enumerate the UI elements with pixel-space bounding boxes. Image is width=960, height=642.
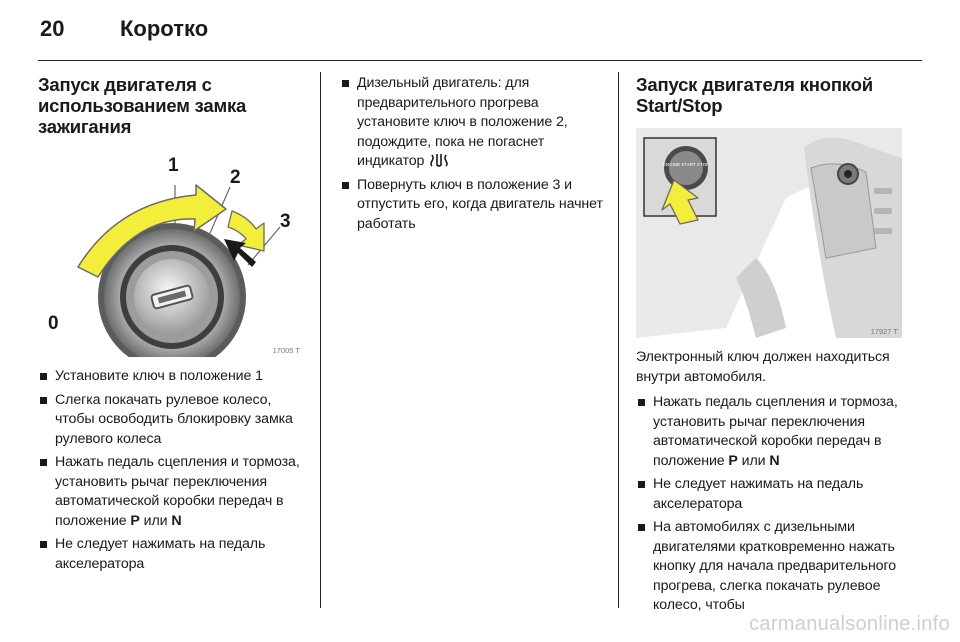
gear-p: P [130,512,140,529]
bullet-icon [40,541,47,548]
gear-n: N [171,512,182,529]
page-number: 20 [40,16,65,41]
list-item: Нажать педаль сцепления и тормоза, установить рычаг переключения автоматической коробки передач в положение P или N [636,393,906,471]
instruction-list [340,74,610,234]
bullet-icon [638,481,645,488]
bullet-icon [638,399,645,406]
bullet-icon [40,459,47,466]
list-item: Установите ключ в положение 1 [38,367,306,387]
start-button-label: ENGINE START STOP [662,162,710,167]
list-item: Повернуть ключ в положение 3 и отпустить его, когда двигатель начнет работать [340,176,610,235]
column-ignition-lock [38,74,306,578]
list-item: На автомобилях с дизельными двигателями кратковременно нажать кнопку для начала предварительного прогрева, слегка покачать рулевое колесо, чтобы [636,518,906,616]
page-header [38,16,922,50]
bullet-icon [342,182,349,189]
list-item: Дизельный двигатель: для предварительного прогрева установите ключ в положение 2, подождите, пока не погаснет индикатор [340,74,610,172]
list-item: Слегка покачать рулевое колесо, чтобы освободить блокировку замка рулевого колеса [38,391,306,450]
gear-p: P [728,452,738,469]
position-label-2: 2 [230,167,241,188]
section-heading-ignition-lock: Запуск двигателя с использованием замка зажигания [38,74,247,137]
figure-code: 17005 T [272,346,300,355]
intro-text: Электронный ключ должен находиться внутри автомобиля. [636,349,890,385]
bullet-icon [638,524,645,531]
watermark-text: carmanualsonline.info [749,613,950,635]
list-item: Нажать педаль сцепления и тормоза, установить рычаг переключения автоматической коробки передач в положение P или N [38,453,306,531]
start-stop-illustration [636,128,902,338]
section-heading-start-stop: Запуск двигателя кнопкой Start/Stop [636,74,873,116]
glow-plug-icon [430,153,448,167]
list-item: Не следует нажимать на педаль акселератора [636,475,906,514]
column-divider-left [320,72,321,608]
bullet-icon [342,80,349,87]
list-item: Не следует нажимать на педаль акселератора [38,535,306,574]
header-divider [38,60,922,61]
ignition-lock-illustration [38,147,304,357]
position-label-1: 1 [168,155,179,176]
position-label-3: 3 [280,211,291,232]
position-label-0: 0 [48,313,59,334]
instruction-list [38,367,306,574]
instruction-list [636,393,906,616]
start-stop-figure [636,128,902,338]
column-start-stop [636,74,906,620]
gear-n: N [769,452,780,469]
bullet-icon [40,397,47,404]
figure-code: 17927 T [870,327,898,336]
bullet-icon [40,373,47,380]
ignition-lock-figure [38,147,304,357]
page-title: Коротко [120,16,209,41]
column-diesel [340,74,610,238]
column-divider-right [618,72,619,608]
